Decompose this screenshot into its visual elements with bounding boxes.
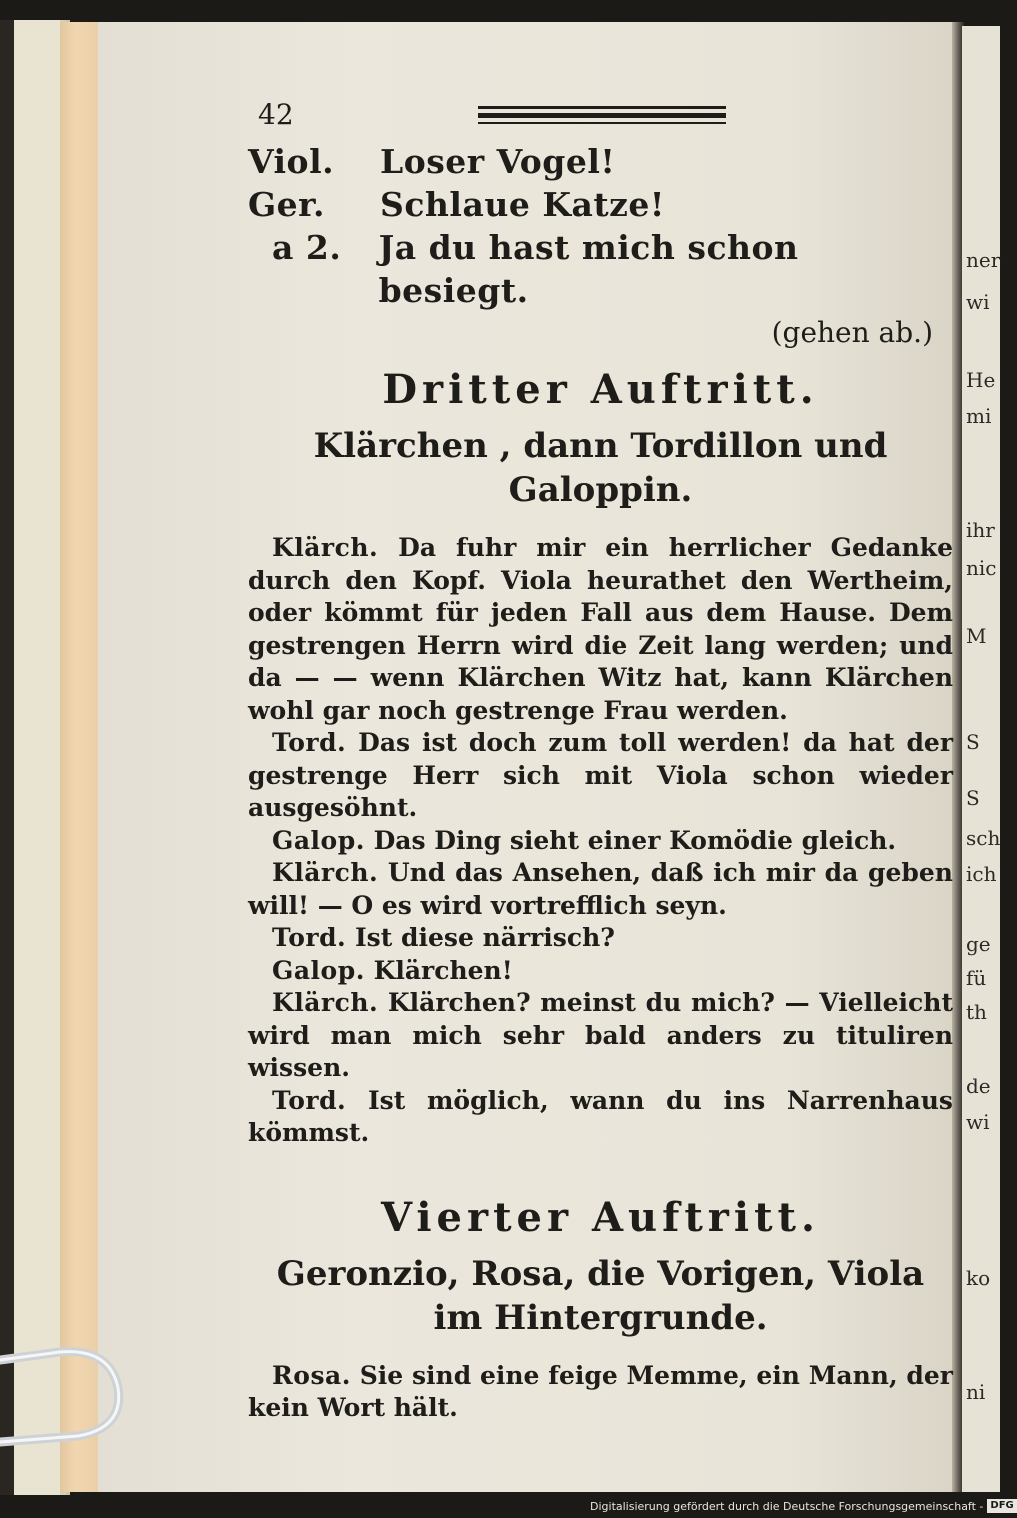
adjacent-page-fragment: sch: [966, 826, 1001, 850]
adjacent-page-fragment: ihr: [966, 518, 995, 542]
speech: [248, 955, 953, 988]
speaker: Klärch.: [272, 858, 379, 887]
adjacent-page-fragment: ge: [966, 932, 991, 956]
speaker: Tord.: [272, 923, 347, 952]
line-text: Loser Vogel!: [380, 142, 616, 181]
speech: [248, 532, 953, 727]
scene-cast: Geronzio, Rosa, die Vorigen, Viola im Hintergrunde.: [276, 1253, 925, 1338]
speech-text: Das Ding sieht einer Komödie gleich.: [373, 825, 897, 855]
adjacent-page-fragment: ko: [966, 1266, 991, 1290]
speech: [248, 1085, 953, 1150]
speech-text: Sie sind eine feige Memme, ein Mann, der kein Wort hält.: [248, 1360, 953, 1422]
paper-clip-icon: [0, 1300, 130, 1450]
scene-dialogue: [248, 1360, 953, 1425]
footer-credit: [590, 1498, 1014, 1514]
speech: [248, 987, 953, 1085]
page-edge: [60, 22, 100, 1492]
scene-dialogue: [248, 532, 953, 1150]
speaker: Klärch.: [272, 988, 379, 1017]
footer-text: Digitalisierung gefördert durch die Deutsche Forschungsgemeinschaft -: [590, 1499, 984, 1513]
speaker: Galop.: [272, 825, 365, 855]
adjacent-page-fragment: ner: [966, 248, 1001, 272]
speaker: a 2.: [272, 228, 342, 267]
header-rule: [478, 106, 726, 126]
adjacent-page-fragment: wi: [966, 290, 990, 314]
adjacent-page-fragment: de: [966, 1074, 991, 1098]
speech: [248, 727, 953, 825]
speech-text: Das ist doch zum toll werden! da hat der gestrenge Herr sich mit Viola schon wieder ausgesöhnt.: [248, 728, 953, 822]
speech: [248, 1360, 953, 1425]
dialogue-line: [248, 226, 953, 312]
adjacent-page-fragment: fü: [966, 966, 987, 990]
scene-title: Vierter Auftritt.: [381, 1193, 820, 1241]
opening-dialogue: [248, 140, 953, 354]
line-text: Ja du hast mich schon besiegt.: [378, 228, 799, 310]
scene-title: Dritter Auftritt.: [382, 366, 819, 413]
speaker: Galop.: [272, 955, 365, 985]
speech: [248, 922, 953, 955]
line-text: Schlaue Katze!: [380, 185, 665, 224]
speaker: Ger.: [248, 185, 326, 224]
speech-text: Ist diese närrisch?: [354, 923, 615, 952]
adjacent-page-fragment: ni: [966, 1380, 986, 1404]
page-header: [248, 92, 953, 140]
speech-text: Und das Ansehen, daß ich mir da geben will! — O es wird vortrefflich seyn.: [248, 858, 953, 920]
scene-four: [248, 1190, 953, 1425]
speech-text: Da fuhr mir ein herrlicher Gedanke durch den Kopf. Viola heurathet den Wertheim, oder kömmt für jeden Fall aus dem Hause. Dem gestrengen Herrn wird die Zeit lang werden; und da — — wenn Klärchen Witz hat, kann Klärchen wohl gar noch gestrenge Frau werden.: [248, 533, 953, 725]
speech: [248, 857, 953, 922]
page-content: [248, 92, 953, 1425]
adjacent-page-fragment: He: [966, 368, 996, 392]
speaker: Tord.: [272, 1085, 347, 1115]
stage-direction: (gehen ab.): [771, 316, 933, 349]
adjacent-page-fragment: S: [966, 730, 980, 754]
dialogue-line: [248, 183, 953, 226]
adjacent-page-fragment: mi: [966, 404, 992, 428]
speech-text: Klärchen? meinst du mich? — Vielleicht wird man mich sehr bald anders zu tituliren wissen.: [248, 988, 953, 1082]
adjacent-page-fragment: nic: [966, 556, 997, 580]
adjacent-page-fragment: th: [966, 1000, 987, 1024]
speaker: Rosa.: [272, 1360, 351, 1390]
adjacent-page-fragment: M: [966, 624, 987, 648]
speaker: Tord.: [272, 728, 347, 757]
speech-text: Klärchen!: [373, 955, 513, 985]
dialogue-line: [248, 140, 953, 183]
adjacent-page-fragment: S: [966, 786, 980, 810]
page-number: 42: [258, 98, 294, 131]
adjacent-page-fragment: ich: [966, 862, 997, 886]
dfg-logo: DFG: [987, 1499, 1016, 1513]
adjacent-page-fragment: wi: [966, 1110, 990, 1134]
speech: [248, 825, 953, 858]
adjacent-page: [962, 26, 1000, 1492]
speech-text: Ist möglich, wann du ins Narrenhaus kömmst.: [248, 1085, 953, 1147]
speaker: Klärch.: [272, 533, 379, 562]
speaker: Viol.: [248, 142, 335, 181]
scene-cast: Klärchen , dann Tordillon und Galoppin.: [313, 426, 888, 510]
